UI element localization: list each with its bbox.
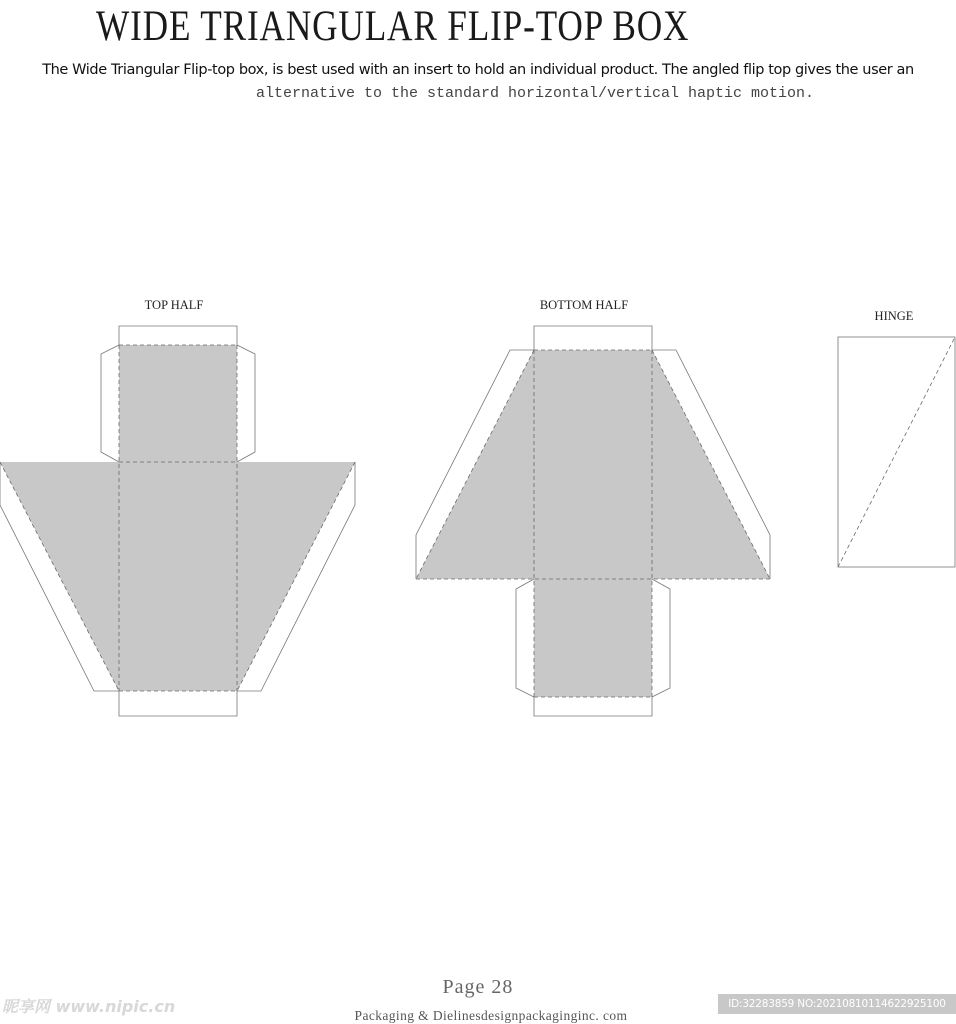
page-number: Page 28 [442,976,514,998]
hinge-label: HINGE [874,309,914,323]
hinge-diagonal-fold [838,337,955,567]
hinge-dieline [838,309,955,567]
page-title: WIDE TRIANGULAR FLIP-TOP BOX [96,3,690,50]
watermark-id-badge: ID:32283859 NO:20210810114622925100 [718,994,956,1014]
top-half-label: TOP HALF [144,298,204,312]
watermark-logo: 昵享网 www.nipic.cn [2,997,176,1016]
bottom-half-shaded-panels [416,350,770,697]
description-line-2: alternative to the standard horizontal/vertical haptic motion. [255,85,815,102]
credit-line: Packaging & Dielinesdesignpackaginginc. com [354,1008,628,1023]
top-half-shaded-panels [0,345,355,691]
bottom-half-label: BOTTOM HALF [539,298,629,312]
bottom-half-dieline [416,298,770,716]
description-line-1: The Wide Triangular Flip-top box, is best used with an insert to hold an individual product. The angled flip top gives the user an [42,62,914,78]
top-half-dieline [0,298,355,716]
